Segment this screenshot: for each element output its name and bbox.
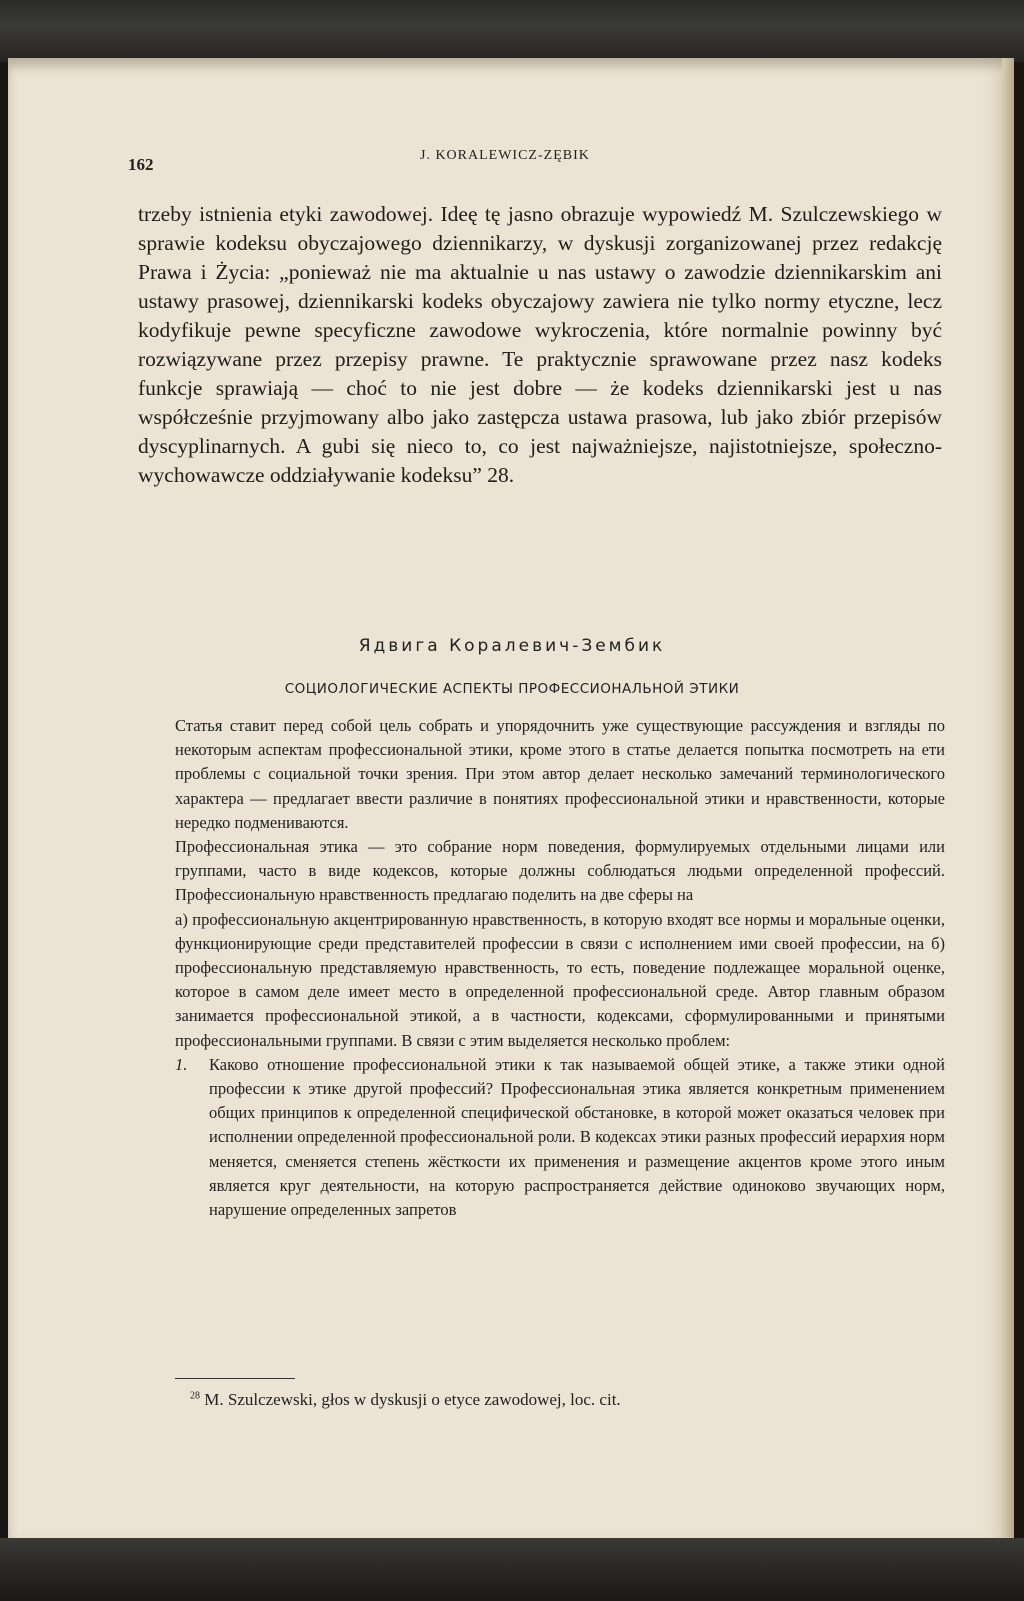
- summary-list-item: [175, 1053, 945, 1222]
- list-item-text: Каково отношение профессиональной этики к так называемой общей этике, а также этики одной профессии к этике другой профессий? Профессиональная этика является конкретным применением общих принципов к определенной специфической обстановке, в которой может оказаться человек при исполнении определенной профессиональной роли. В кодексах этики разных профессий иерархия норм меняется, сменяется степень жёсткости их применения и размещение акцентов кроме этого иным является круг деятельности, на которую распространяется действие одиноково звучающих норм, нарушение определенных запретов: [209, 1054, 945, 1220]
- summary-paragraph-3: а) профессиональную акцентрированную нравственность, в которую входят все нормы и моральные оценки, функционирующие среди представителей профессии в связи с исполнением ими своей профессии, на б) профессиональную представляемую нравственность, то есть, поведение подлежащее моральной оценке, которое в самом деле имеет место в определенной профессиональной среде. Автор главным образом занимается профессиональной этикой, а в частности, кодексами, сформулированными и принятыми профессиональными группами. В связи с этим выделяется несколько проблем:: [175, 909, 945, 1050]
- list-item-number: 1.: [175, 1054, 188, 1074]
- page-number: 162: [128, 155, 154, 174]
- summary-paragraph-1: Статья ставит перед собой цель собрать и упорядочнить уже существующие рассуждения и взгляды по некоторым аспектам профессиональной этики, кроме этого в статье делается попытка посмотреть на ети проблемы с социальной точки зрения. При этом автор делает несколько замечаний терминологического характера — предлагает ввести различие в понятиях профессиональной этики и нравственности, которые нередко подменивaются.: [175, 716, 945, 832]
- running-head: J. KORALEWICZ-ZĘBIK: [420, 148, 590, 163]
- footnote-divider: [175, 1378, 295, 1379]
- book-binding-bottom: [0, 1538, 1024, 1601]
- summary-body: [175, 714, 945, 1222]
- footnote-marker: 28: [190, 1390, 200, 1402]
- book-binding-top: [0, 0, 1024, 62]
- polish-paragraph: trzeby istnienia etyki zawodowej. Ideę tę jasno obrazuje wypowiedź M. Szulczewskiego w sprawie kodeksu obyczajowego dziennikarzy, w dyskusji zorganizowanej przez redakcję Prawa i Życia: „ponieważ nie ma aktualnie u nas ustawy o zawodzie dziennikarskim ani ustawy prasowej, dziennikarski kodeks obyczajowy zawiera nie tylko normy etyczne, lecz kodyfikuje pewne specyficzne zawodowe wykroczenia, które normalnie powinny być rozwiązywane przez przepisy prawne. Te praktycznie sprawowane przez nasz kodeks funkcje sprawiają — choć to nie jest dobre — że kodeks dziennikarski jest u nas współcześnie przyjmowany albo jako zastępcza ustawa prasowa, lub jako zbiór przepisów dyscyplinarnych. A gubi się nieco to, co jest najważniejsze, najistotniejsze, społeczno-wychowawcze oddziaływanie kodeksu” 28.: [138, 202, 942, 487]
- summary-author: Ядвига Коралевич-Зембик: [358, 636, 666, 656]
- footnote-text: M. Szulczewski, głos w dyskusji o etyce zawodowej, loc. cit.: [204, 1390, 621, 1409]
- footnote: [190, 1390, 621, 1410]
- summary-paragraph-2: Профессиональная этика — это собрание норм поведения, формулируемых отдельными лицами или группами, часто в виде кодексов, которые должны соблюдаться людьми определенной профессий. Профессиональную нравственность предлагаю поделить на две сферы на: [175, 837, 945, 905]
- summary-title: СОЦИОЛОГИЧЕСКИЕ АСПЕКТЫ ПРОФЕССИОНАЛЬНОЙ ЭТИКИ: [284, 681, 740, 697]
- page-edge: [1002, 58, 1014, 1548]
